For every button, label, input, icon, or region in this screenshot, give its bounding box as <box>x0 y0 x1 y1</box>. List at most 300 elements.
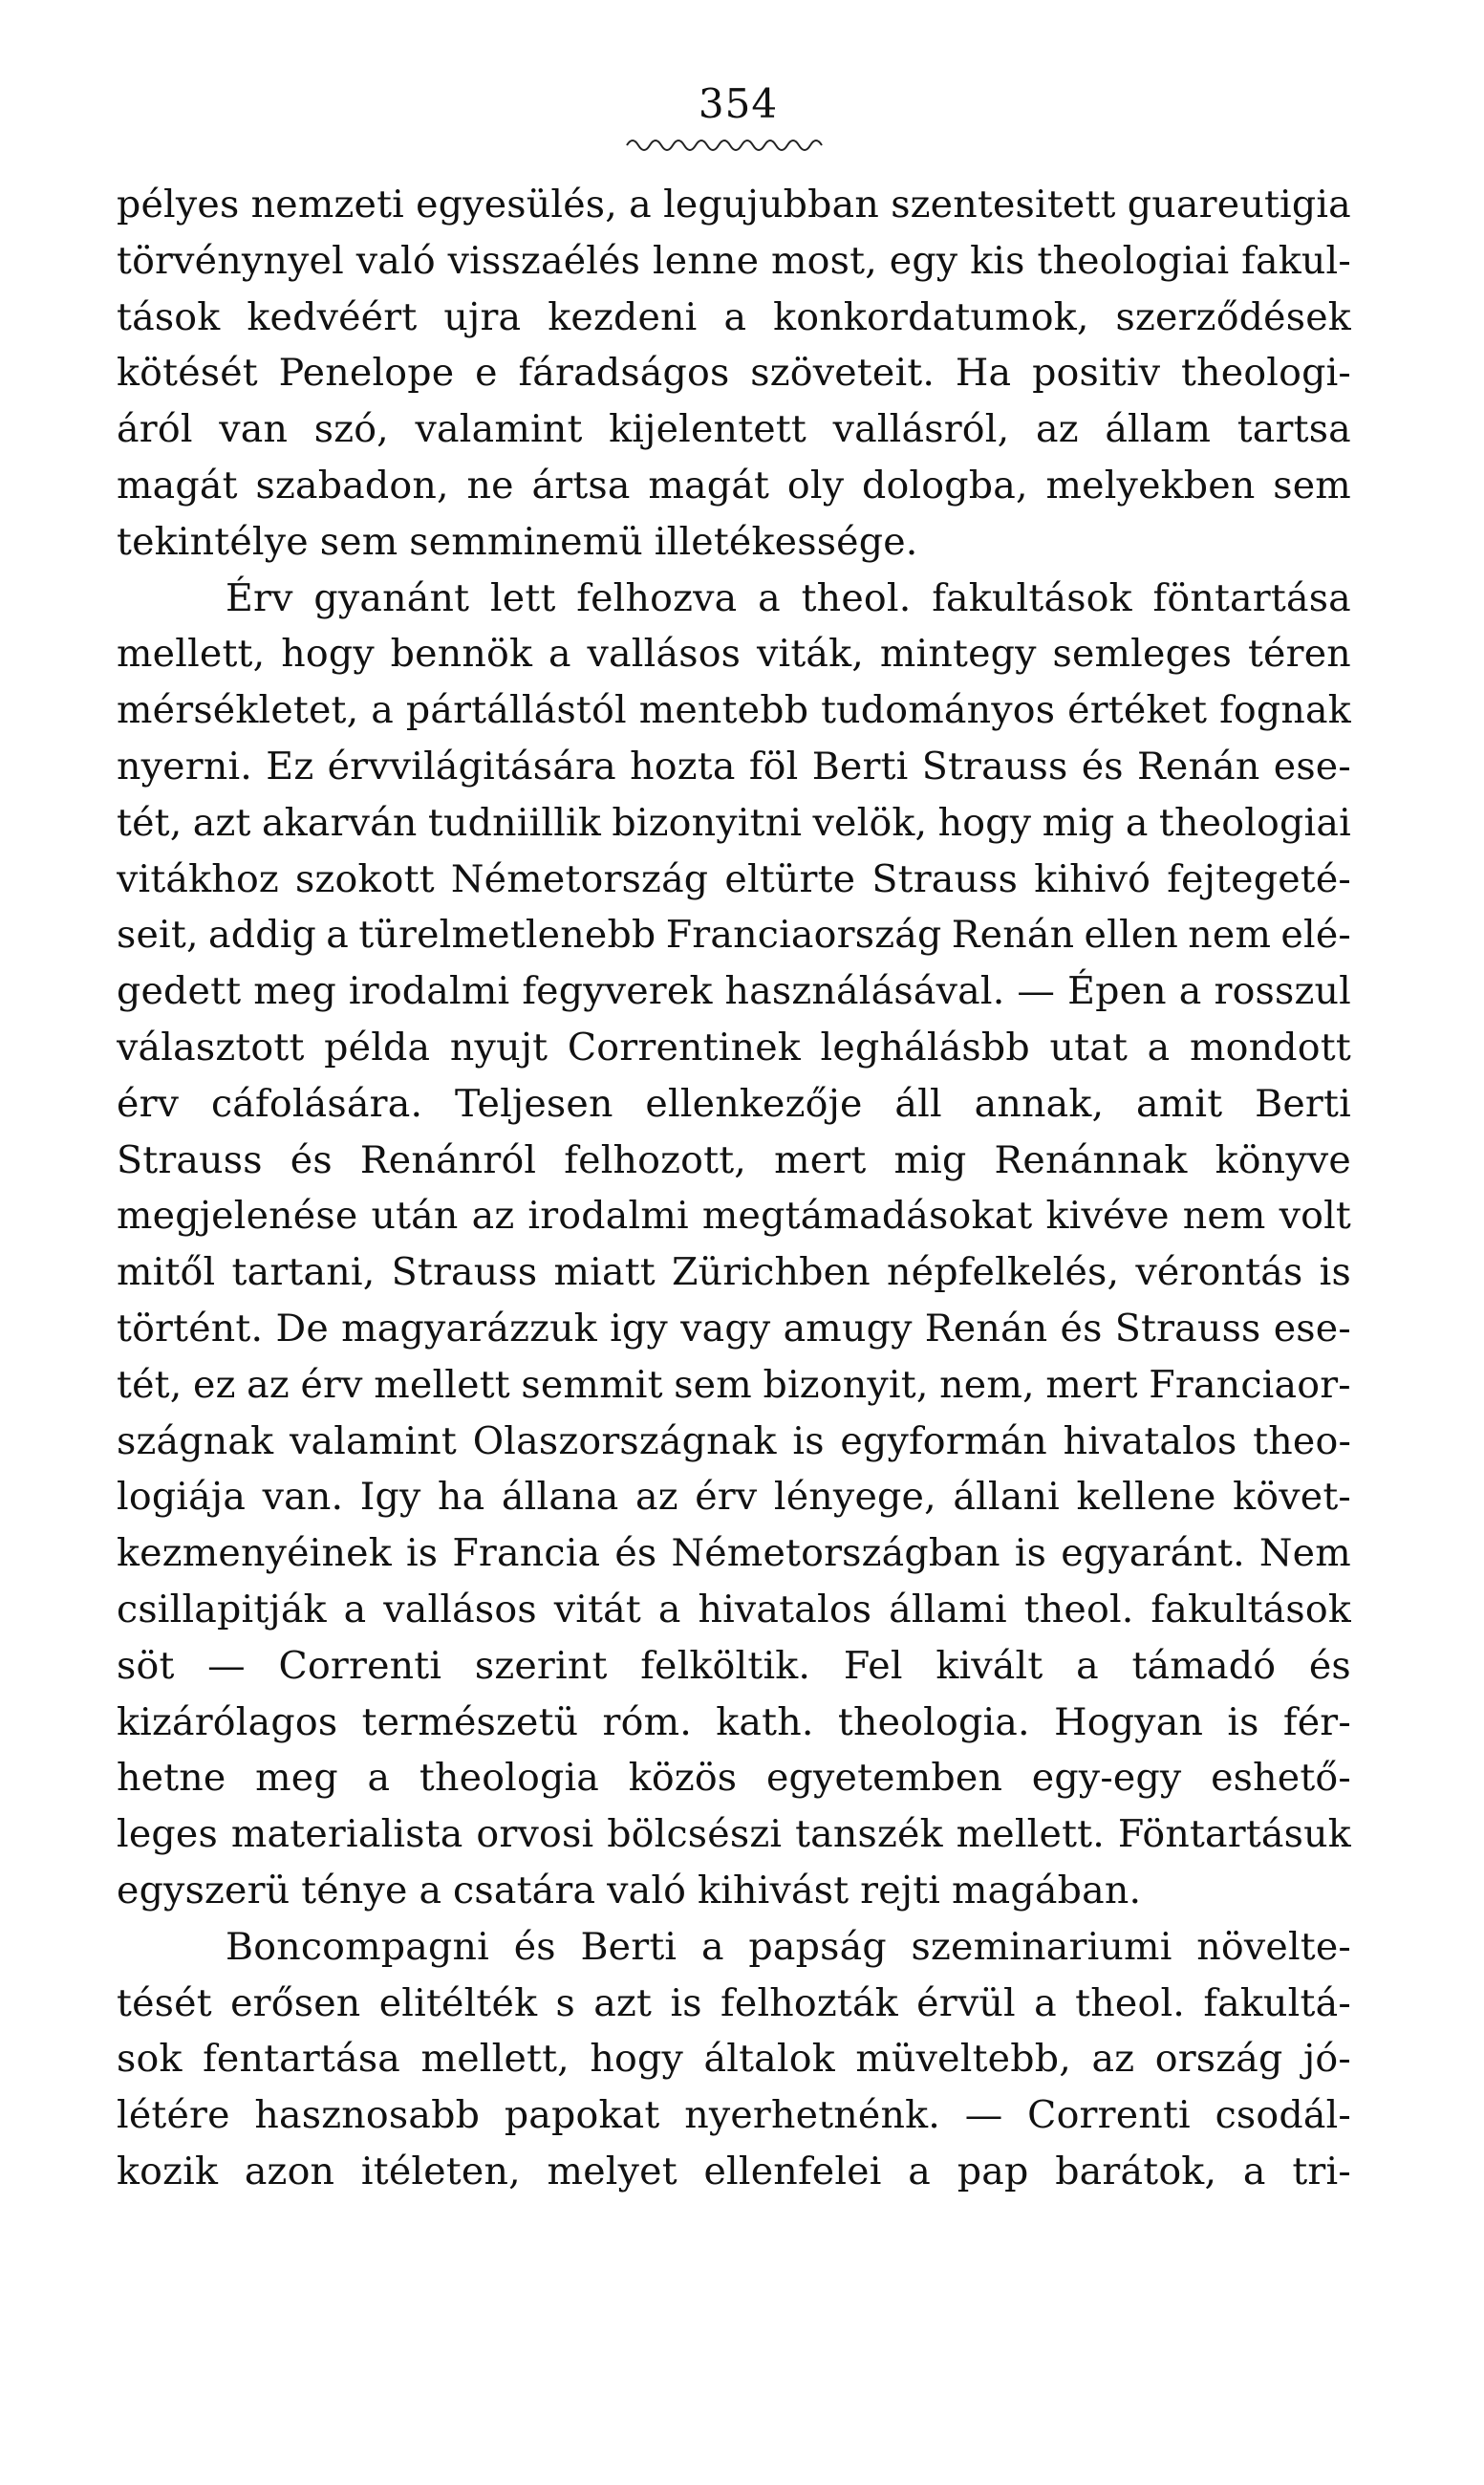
page-header <box>0 80 1484 127</box>
word: föl <box>748 744 799 789</box>
word: elé- <box>1280 913 1351 958</box>
word: visszaélés <box>447 238 641 283</box>
word: csillapitják <box>117 1587 327 1631</box>
text-line <box>117 1976 1351 2032</box>
word: elitélték <box>378 1980 538 2025</box>
word: Érv <box>226 575 293 620</box>
text-line <box>117 1020 1351 1076</box>
word: pap <box>957 2149 1029 2193</box>
word: De <box>275 1306 329 1351</box>
word: tét, <box>117 1362 183 1407</box>
word: theol. <box>1075 1980 1186 2025</box>
word: gyanánt <box>313 575 470 620</box>
word: lett <box>489 575 556 620</box>
word: fakultások <box>1151 1587 1351 1631</box>
word: mellett, <box>117 632 266 677</box>
word: az <box>247 1362 290 1407</box>
word: nyerni. <box>117 744 253 789</box>
text-line <box>117 1188 1351 1244</box>
word: a <box>629 183 652 227</box>
word: Fel <box>843 1643 903 1688</box>
word: Nem <box>1258 1531 1351 1576</box>
word: érvvilágitására <box>327 744 616 789</box>
word: a <box>548 632 571 677</box>
text-line <box>117 345 1351 401</box>
word: logiája <box>117 1475 247 1520</box>
word: érv <box>117 1081 180 1126</box>
word: egyesülés, <box>416 183 618 227</box>
word: az <box>1091 2037 1135 2082</box>
text-line <box>117 682 1351 739</box>
word: csatára <box>453 1868 596 1912</box>
word: — <box>207 1643 246 1688</box>
word: Franciaor- <box>1149 1362 1351 1407</box>
word: vérontás <box>1135 1250 1303 1295</box>
word: való <box>607 1868 687 1912</box>
word: kellene <box>1076 1475 1216 1520</box>
wavy-rule-ornament <box>625 132 826 151</box>
word: vitákhoz <box>117 856 279 901</box>
word: a <box>1034 1980 1057 2025</box>
word: kozik <box>117 2149 219 2193</box>
word: mellett. <box>956 1812 1105 1857</box>
word: Francia <box>452 1531 601 1576</box>
word: magát <box>117 463 238 508</box>
word: sok <box>117 2037 183 2082</box>
text-line <box>117 233 1351 290</box>
word: papság <box>748 1924 887 1969</box>
word: positiv <box>1032 351 1161 396</box>
word: szabadon, <box>255 463 449 508</box>
word: érv <box>300 1362 363 1407</box>
word: hivatalos <box>698 1587 872 1631</box>
word: szerint <box>474 1643 608 1688</box>
word: Strauss <box>921 744 1068 789</box>
word: fér- <box>1282 1699 1351 1744</box>
word: ujra <box>443 294 522 339</box>
word: felhozott, <box>564 1137 747 1182</box>
word: Olaszországnak <box>472 1418 777 1463</box>
word: akarván <box>261 800 418 845</box>
word: is <box>1319 1250 1351 1295</box>
word: nyerhetnénk. <box>684 2093 941 2138</box>
word: vallásról, <box>832 407 1010 452</box>
word: mentebb <box>638 688 809 733</box>
word: Ha <box>955 351 1012 396</box>
word: a <box>1242 2149 1266 2193</box>
word: általok <box>703 2037 835 2082</box>
word: magyarázzuk <box>341 1306 597 1351</box>
text-line <box>117 290 1351 346</box>
word: egyszerü <box>117 1868 290 1912</box>
word: bölcsészi <box>607 1812 783 1857</box>
word: magát <box>648 463 770 508</box>
text-line <box>117 795 1351 852</box>
word: van. <box>262 1475 344 1520</box>
word: tri- <box>1292 2149 1351 2193</box>
word: Franciaország <box>665 913 942 958</box>
word: Renán <box>951 913 1075 958</box>
text-line <box>117 852 1351 908</box>
word: egy-egy <box>1031 1756 1182 1801</box>
word: pártállástól <box>405 688 627 733</box>
text-line <box>117 739 1351 795</box>
word: mondott <box>1190 1025 1351 1070</box>
word: tudniillik <box>427 800 602 845</box>
word: mérsékletet, <box>117 688 359 733</box>
word: nem, <box>939 1362 1035 1407</box>
word: azt <box>593 1980 653 2025</box>
word: támadó <box>1131 1643 1277 1688</box>
word: ha <box>438 1475 485 1520</box>
word: addig <box>207 913 317 958</box>
word: Strauss <box>871 856 1019 901</box>
word: ese- <box>1273 744 1351 789</box>
word: most, <box>771 238 877 283</box>
word: irodalmi <box>527 1194 689 1239</box>
word: mert <box>774 1137 867 1182</box>
word: vallásos <box>383 1587 537 1631</box>
word: és <box>614 1531 657 1576</box>
word: bizonyitni <box>612 800 803 845</box>
word: törvénynyel <box>117 238 344 283</box>
word: van <box>219 407 289 452</box>
text-line <box>117 963 1351 1020</box>
word: Föntartásuk <box>1117 1812 1351 1857</box>
word: a <box>700 1924 724 1969</box>
word: Correntinek <box>567 1025 801 1070</box>
word: Németországban <box>671 1531 1000 1576</box>
word: theologi- <box>1181 351 1351 396</box>
word: kizárólagos <box>117 1699 338 1744</box>
word: és <box>1081 744 1124 789</box>
word: fáradságos <box>518 351 730 396</box>
word: és <box>513 1924 556 1969</box>
word: ellenfelei <box>703 2149 882 2193</box>
word: Penelope <box>278 351 455 396</box>
word: Teljesen <box>455 1081 613 1126</box>
word: a <box>1076 1643 1099 1688</box>
word: és <box>290 1137 333 1182</box>
word: létére <box>117 2093 230 2138</box>
word: theo- <box>1253 1418 1351 1463</box>
word: Strauss <box>117 1137 263 1182</box>
word: eshető- <box>1211 1756 1351 1801</box>
word: fejtegeté- <box>1167 856 1351 901</box>
word: dologba, <box>861 463 1028 508</box>
text-line <box>117 1582 1351 1638</box>
word: a <box>1125 800 1149 845</box>
word: és <box>1060 1306 1103 1351</box>
word: egyformán <box>840 1418 1047 1463</box>
word: felhozták <box>720 1980 898 2025</box>
word: a <box>326 913 350 958</box>
word: növelte- <box>1196 1924 1351 1969</box>
word: kedvéért <box>247 294 418 339</box>
word: Zürichben <box>672 1250 871 1295</box>
word: papokat <box>504 2093 660 2138</box>
word: vitát <box>553 1587 641 1631</box>
text-line <box>117 1301 1351 1357</box>
word: hivatalos <box>1063 1418 1237 1463</box>
word: müveltebb, <box>855 2037 1071 2082</box>
word: Renán <box>924 1306 1048 1351</box>
word: tését <box>117 1980 212 2025</box>
word: téren <box>1247 632 1351 677</box>
word: theologiai <box>1158 800 1351 845</box>
word: velök, <box>812 800 928 845</box>
word: cáfolására. <box>210 1081 423 1126</box>
word: tanszék <box>795 1812 943 1857</box>
word: mintegy <box>879 632 1037 677</box>
word: sem <box>319 519 398 564</box>
word: leghálásbb <box>820 1025 1030 1070</box>
word: mitől <box>117 1250 216 1295</box>
word: orvosi <box>476 1812 594 1857</box>
text-line <box>117 2087 1351 2144</box>
word: vallásos <box>587 632 742 677</box>
word: mig <box>1042 800 1115 845</box>
word: nemzeti <box>250 183 404 227</box>
text-line <box>117 458 1351 514</box>
word: természetü <box>361 1699 579 1744</box>
word: Renán <box>1136 744 1260 789</box>
word: — <box>1017 969 1056 1014</box>
page-number: 354 <box>698 80 779 127</box>
word: mig <box>893 1137 967 1182</box>
text-line <box>117 1919 1351 1976</box>
word: legujubban <box>663 183 880 227</box>
word: követ- <box>1233 1475 1351 1520</box>
text-line <box>117 514 1351 571</box>
word: theol. <box>1023 1587 1134 1631</box>
word: semminemü <box>409 519 643 564</box>
word: szentesitett <box>891 183 1116 227</box>
word: melyet <box>547 2149 677 2193</box>
word: kivált <box>936 1643 1043 1688</box>
word: theologia. <box>837 1699 1030 1744</box>
word: ténye <box>301 1868 408 1912</box>
word: fakultá- <box>1203 1980 1351 2025</box>
word: meg <box>253 969 336 1014</box>
word: igy <box>610 1306 668 1351</box>
word: tartani, <box>231 1250 376 1295</box>
word: is <box>792 1418 825 1463</box>
word: ellen <box>1084 913 1178 958</box>
word: kihivó <box>1034 856 1151 901</box>
word: tét, <box>117 800 183 845</box>
word: hetne <box>117 1756 226 1801</box>
word: is <box>1014 1531 1047 1576</box>
word: is <box>405 1531 439 1576</box>
word: mert <box>1045 1362 1138 1407</box>
word: fegyverek <box>522 969 713 1014</box>
text-line <box>117 1076 1351 1133</box>
word: amugy <box>783 1306 913 1351</box>
word: rosszul <box>1214 969 1351 1014</box>
word: sem <box>674 1362 752 1407</box>
text-line <box>117 1133 1351 1189</box>
word: a <box>343 1587 367 1631</box>
word: Ez <box>266 744 314 789</box>
text-line <box>117 2144 1351 2200</box>
body-text <box>117 177 1351 2327</box>
word: rejti <box>860 1868 941 1912</box>
word: állani <box>953 1475 1060 1520</box>
word: kihivást <box>698 1868 850 1912</box>
word: erősen <box>230 1980 361 2025</box>
word: áll <box>894 1081 942 1126</box>
word: amit <box>1136 1081 1223 1126</box>
word: szó, <box>313 407 389 452</box>
word: ellenkezője <box>645 1081 863 1126</box>
word: mellett <box>374 1362 510 1407</box>
word: annak, <box>974 1081 1105 1126</box>
word: csodál- <box>1215 2093 1351 2138</box>
word: használásával. <box>724 969 1005 1014</box>
word: azt <box>192 800 251 845</box>
word: történt. <box>117 1306 264 1351</box>
word: meg <box>255 1756 338 1801</box>
word: a <box>1147 1025 1171 1070</box>
word: valamint <box>415 407 583 452</box>
text-line <box>117 177 1351 233</box>
word: könyve <box>1215 1137 1351 1182</box>
word: Renánról <box>359 1137 537 1182</box>
word: hozta <box>630 744 736 789</box>
word: megtámadásokat <box>701 1194 1033 1239</box>
word: Boncompagni <box>226 1924 489 1969</box>
text-line <box>117 1357 1351 1414</box>
word: oly <box>786 463 845 508</box>
word: leges <box>117 1812 218 1857</box>
word: materialista <box>230 1812 463 1857</box>
text-line <box>117 1638 1351 1695</box>
word: hogy <box>281 632 375 677</box>
word: állam <box>1105 407 1212 452</box>
word: barátok, <box>1055 2149 1217 2193</box>
word: itéleten, <box>360 2149 521 2193</box>
word: a <box>1178 969 1202 1014</box>
word: eltürte <box>724 856 856 901</box>
word: a <box>419 1868 442 1912</box>
text-line <box>117 1750 1351 1806</box>
word: a <box>723 294 747 339</box>
word: pélyes <box>117 183 240 227</box>
word: guareutigia <box>1127 183 1351 227</box>
word: szágnak <box>117 1418 274 1463</box>
word: Igy <box>359 1475 421 1520</box>
word: viták, <box>756 632 865 677</box>
text-line <box>117 1414 1351 1470</box>
text-line <box>117 1863 1351 1919</box>
word: az <box>1035 407 1079 452</box>
text-line <box>117 907 1351 963</box>
word: konkordatumok, <box>773 294 1089 339</box>
word: fakul- <box>1241 238 1351 283</box>
word: jó- <box>1302 2037 1351 2082</box>
word: a <box>758 575 781 620</box>
word: az <box>471 1194 515 1239</box>
word: illetékessége. <box>654 519 918 564</box>
word: nyujt <box>449 1025 548 1070</box>
word: érvül <box>916 1980 1016 2025</box>
word: nem <box>1182 1194 1266 1239</box>
word: ne <box>466 463 514 508</box>
word: felköltik. <box>640 1643 811 1688</box>
word: választott <box>117 1025 305 1070</box>
word: fognak <box>1219 688 1351 733</box>
text-line <box>117 2031 1351 2087</box>
word: tartsa <box>1237 407 1351 452</box>
word: Correnti <box>278 1643 442 1688</box>
word: egyetemben <box>765 1756 1003 1801</box>
word: fakultások <box>932 575 1132 620</box>
word: Berti <box>1255 1081 1351 1126</box>
word: Berti <box>580 1924 677 1969</box>
word: seit, <box>117 913 199 958</box>
word: magában. <box>951 1868 1142 1912</box>
word: utat <box>1049 1025 1129 1070</box>
text-line <box>117 1469 1351 1525</box>
text-line <box>117 1244 1351 1301</box>
word: miatt <box>553 1250 656 1295</box>
word: azon <box>244 2149 335 2193</box>
word: is <box>1227 1699 1259 1744</box>
word: mellett, <box>420 2037 570 2082</box>
text-line <box>117 1525 1351 1582</box>
word: Renánnak <box>994 1137 1188 1182</box>
word: fentartása <box>203 2037 401 2082</box>
word: után <box>371 1194 459 1239</box>
word: irodalmi <box>348 969 510 1014</box>
word: bennök <box>390 632 533 677</box>
word: valamint <box>289 1418 458 1463</box>
word: kijelentett <box>609 407 807 452</box>
word: kath. <box>716 1699 814 1744</box>
word: kezdeni <box>548 294 698 339</box>
word: Németország <box>450 856 709 901</box>
word: Correnti <box>1027 2093 1191 2138</box>
word: a <box>367 1756 391 1801</box>
word: hasznosabb <box>254 2093 481 2138</box>
word: vagy <box>680 1306 771 1351</box>
text-line <box>117 626 1351 682</box>
word: Hogyan <box>1054 1699 1204 1744</box>
word: állana <box>501 1475 619 1520</box>
word: sem <box>1273 463 1351 508</box>
text-line <box>117 401 1351 458</box>
word: melyekben <box>1045 463 1256 508</box>
word: bizonyit, <box>763 1362 929 1407</box>
word: lenne <box>652 238 760 283</box>
word: lényege, <box>773 1475 936 1520</box>
word: róm. <box>602 1699 693 1744</box>
word: Berti <box>811 744 909 789</box>
word: állami <box>889 1587 1007 1631</box>
word: theol. <box>801 575 912 620</box>
word: ország <box>1154 2037 1283 2082</box>
word: a <box>657 1587 681 1631</box>
word: szeminariumi <box>911 1924 1172 1969</box>
word: kivéve <box>1045 1194 1170 1239</box>
word: áról <box>117 407 193 452</box>
word: Strauss <box>1114 1306 1261 1351</box>
word: példa <box>324 1025 431 1070</box>
word: egyaránt. <box>1061 1531 1245 1576</box>
word: szerződések <box>1115 294 1351 339</box>
word: megjelenése <box>117 1194 358 1239</box>
